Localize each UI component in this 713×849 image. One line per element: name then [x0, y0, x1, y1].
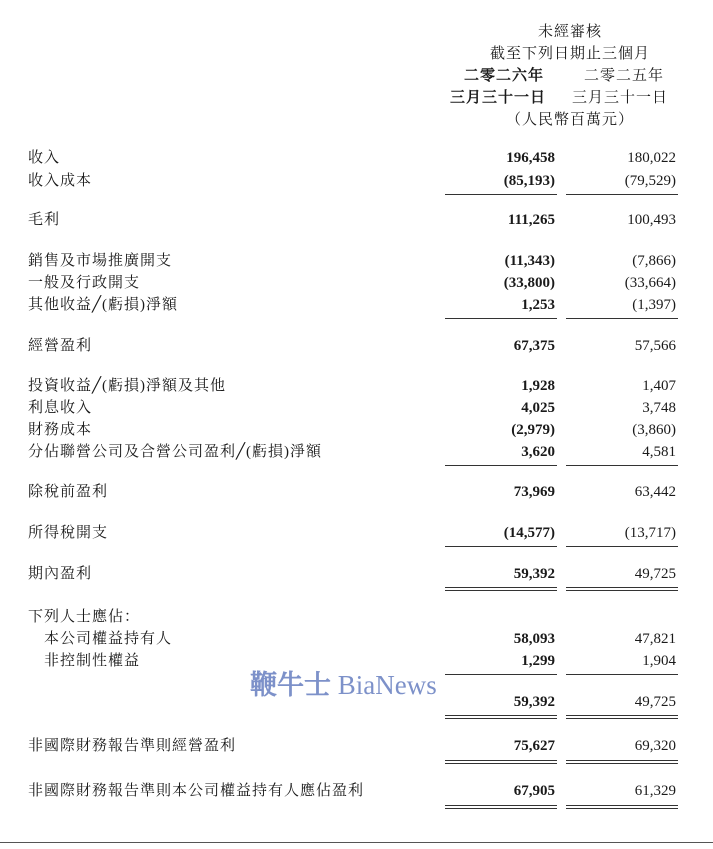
row-label: 除稅前盈利 [28, 484, 109, 500]
watermark-cn: 鞭牛士 [250, 670, 331, 701]
watermark-logo [250, 663, 437, 702]
subtotal-rule [566, 194, 678, 195]
subtotal-rule [566, 465, 678, 466]
row-value-2025: 49,725 [634, 694, 676, 710]
header-col1-year: 二零二六年 [463, 68, 544, 84]
header-col1-date: 三月三十一日 [449, 90, 546, 106]
table-row-attributable-to [0, 606, 713, 628]
header-col2-date: 三月三十一日 [571, 90, 668, 106]
row-value-2025: (1,397) [632, 297, 676, 313]
row-value-2026: (85,193) [503, 173, 555, 189]
row-label: 非國際財務報告準則經營盈利 [28, 738, 237, 754]
table-row-other-gains [0, 294, 713, 316]
row-value-2026: (33,800) [503, 275, 555, 291]
row-value-2026: 67,905 [513, 783, 555, 799]
row-value-2025: (33,664) [624, 275, 676, 291]
table-row-cost-of-revenue [0, 170, 713, 192]
table-row-profit-for-period [0, 563, 713, 585]
row-label: 經營盈利 [28, 338, 93, 354]
header-period: 截至下列日期止三個月 [489, 46, 650, 62]
row-value-2026: 75,627 [513, 738, 555, 754]
table-row-interest-income [0, 397, 713, 419]
total-double-rule [566, 805, 678, 809]
row-value-2025: (7,866) [632, 253, 676, 269]
row-value-2026: 1,928 [521, 378, 555, 394]
subtotal-rule [445, 674, 557, 675]
table-row-selling-expenses [0, 250, 713, 272]
page-bottom-rule [0, 842, 713, 843]
row-value-2026: 3,620 [521, 444, 555, 460]
total-double-rule [566, 587, 678, 591]
table-row-profit-before-tax [0, 481, 713, 503]
row-value-2026: 111,265 [507, 212, 555, 228]
subtotal-rule [445, 194, 557, 195]
subtotal-rule [445, 546, 557, 547]
row-value-2026: 58,093 [513, 631, 555, 647]
row-value-2025: 47,821 [634, 631, 676, 647]
subtotal-rule [445, 465, 557, 466]
row-value-2026: (11,343) [504, 253, 555, 269]
subtotal-rule [566, 318, 678, 319]
total-double-rule [445, 715, 557, 719]
row-label: 利息收入 [28, 400, 93, 416]
row-label: 財務成本 [28, 422, 93, 438]
row-value-2025: 57,566 [634, 338, 676, 354]
row-value-2026: (14,577) [503, 525, 555, 541]
row-value-2026: 73,969 [513, 484, 555, 500]
row-label: 收入成本 [28, 173, 93, 189]
table-row-finance-costs [0, 419, 713, 441]
row-value-2026: 4,025 [521, 400, 555, 416]
total-double-rule [566, 760, 678, 764]
watermark-en: BiaNews [337, 670, 437, 700]
row-value-2025: 61,329 [634, 783, 676, 799]
row-label: 分佔聯營公司及合營公司盈利╱(虧損)淨額 [28, 444, 323, 460]
total-double-rule [566, 715, 678, 719]
row-label: 非國際財務報告準則本公司權益持有人應佔盈利 [28, 783, 365, 799]
table-row-non-ifrs-attributable-profit [0, 780, 713, 802]
row-label: 期內盈利 [28, 566, 93, 582]
row-value-2026: 59,392 [513, 694, 555, 710]
table-row-non-ifrs-operating-profit [0, 735, 713, 757]
row-label: 其他收益╱(虧損)淨額 [28, 297, 179, 313]
total-double-rule [445, 760, 557, 764]
subtotal-rule [445, 318, 557, 319]
header-audit-status: 未經審核 [537, 24, 602, 40]
table-row-gross-profit [0, 209, 713, 231]
row-value-2025: (3,860) [632, 422, 676, 438]
row-value-2026: (2,979) [511, 422, 555, 438]
row-label: 所得稅開支 [28, 525, 109, 541]
row-value-2025: 63,442 [634, 484, 676, 500]
row-value-2026: 196,458 [506, 150, 555, 166]
table-row-operating-profit [0, 335, 713, 357]
row-value-2025: 1,407 [642, 378, 676, 394]
row-label: 下列人士應佔： [28, 609, 141, 625]
row-value-2025: 3,748 [642, 400, 676, 416]
row-value-2025: 100,493 [627, 212, 676, 228]
table-row-equity-holders [0, 628, 713, 650]
total-double-rule [445, 587, 557, 591]
header-col2-year: 二零二五年 [583, 68, 664, 84]
row-value-2025: 69,320 [634, 738, 676, 754]
subtotal-rule [566, 546, 678, 547]
header-unit: （人民幣百萬元） [505, 112, 634, 128]
row-value-2026: 1,253 [521, 297, 555, 313]
row-label: 銷售及市場推廣開支 [28, 253, 173, 269]
table-row-revenue [0, 147, 713, 169]
table-row-share-of-associates [0, 441, 713, 463]
row-label: 投資收益╱(虧損)淨額及其他 [28, 378, 227, 394]
subtotal-rule [566, 674, 678, 675]
row-label: 本公司權益持有人 [44, 631, 173, 647]
table-row-income-tax [0, 522, 713, 544]
row-value-2025: 4,581 [642, 444, 676, 460]
total-double-rule [445, 805, 557, 809]
table-row-admin-expenses [0, 272, 713, 294]
row-label: 非控制性權益 [44, 653, 141, 669]
table-row-investment-gains [0, 375, 713, 397]
row-value-2025: 1,904 [642, 653, 676, 669]
row-value-2025: (13,717) [624, 525, 676, 541]
row-value-2025: 49,725 [634, 566, 676, 582]
row-label: 毛利 [28, 212, 61, 228]
row-value-2025: 180,022 [627, 150, 676, 166]
row-value-2025: (79,529) [624, 173, 676, 189]
row-value-2026: 67,375 [513, 338, 555, 354]
row-label: 一般及行政開支 [28, 275, 141, 291]
row-label: 收入 [28, 150, 61, 166]
row-value-2026: 59,392 [513, 566, 555, 582]
row-value-2026: 1,299 [521, 653, 555, 669]
